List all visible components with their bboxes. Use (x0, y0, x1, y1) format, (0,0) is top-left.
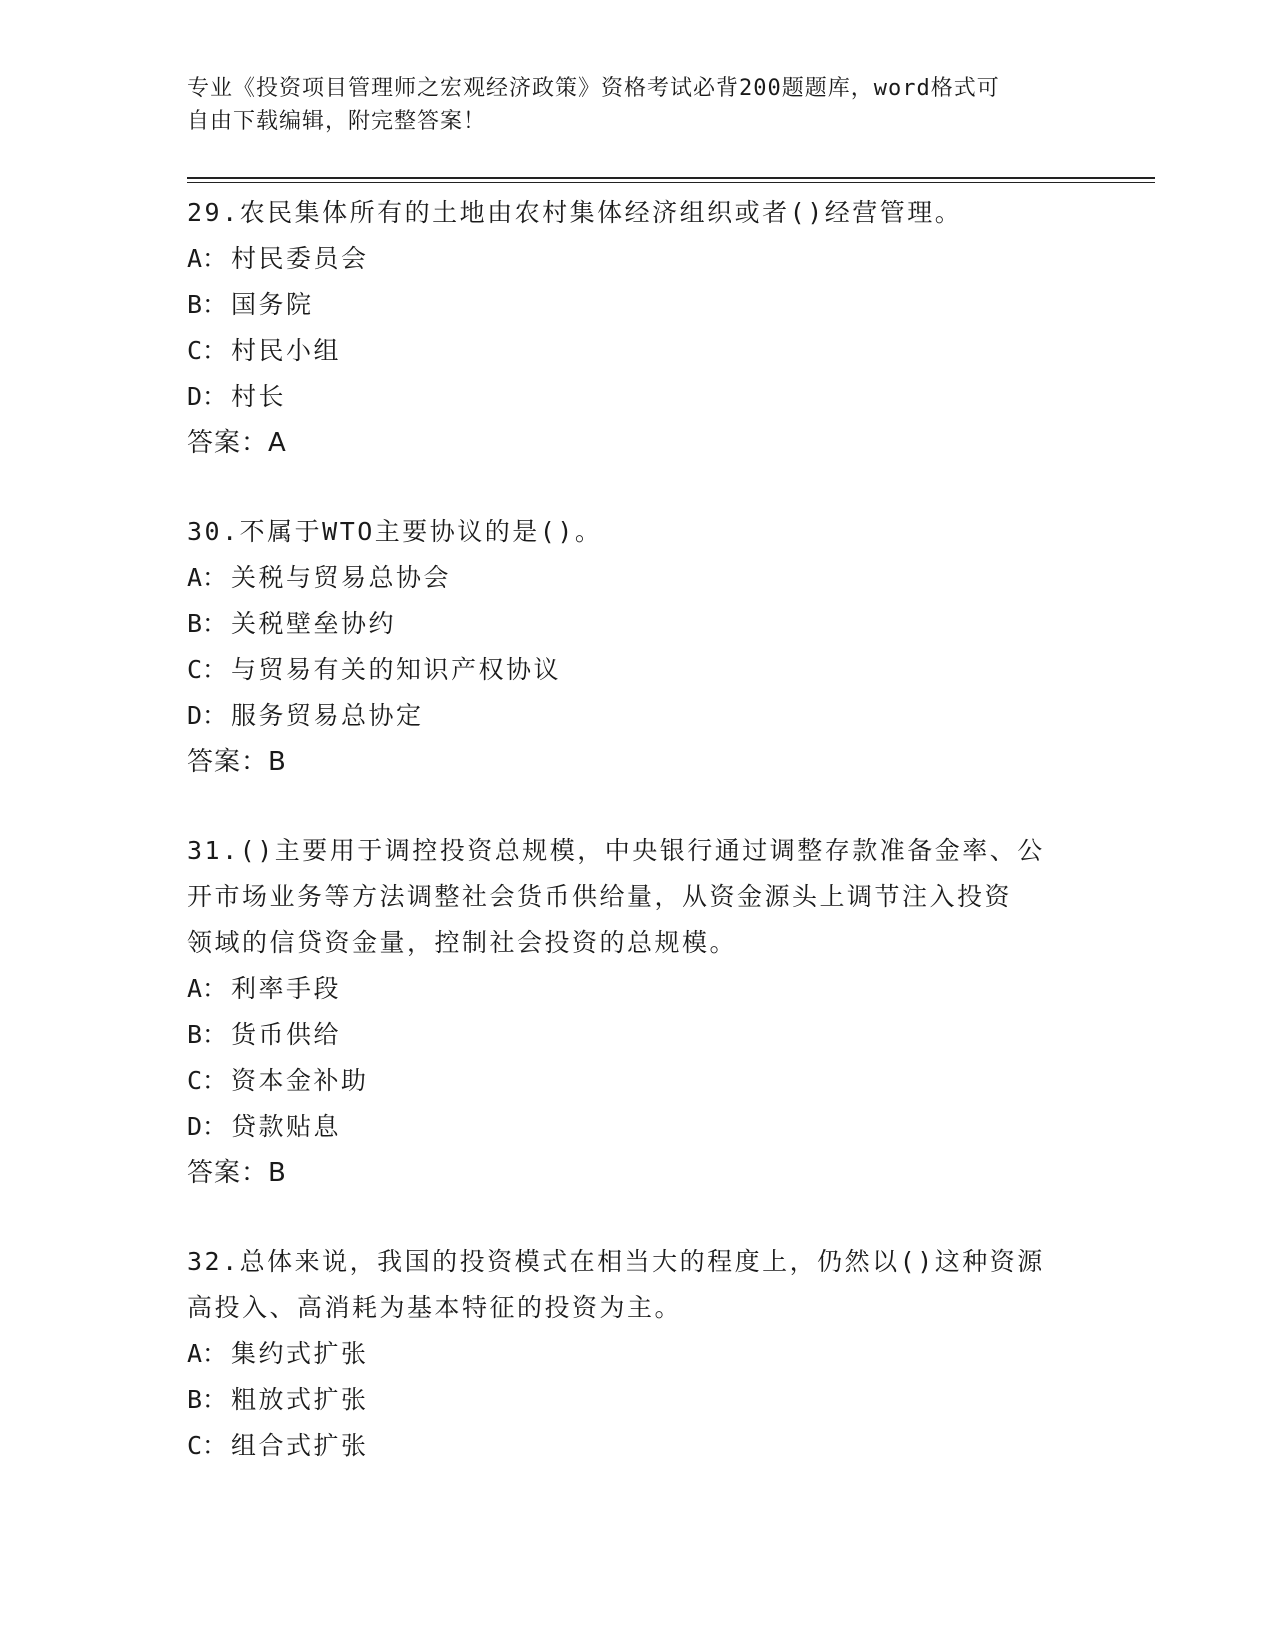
option-a (187, 966, 1087, 1012)
option-text: 货币供给 (231, 1020, 342, 1049)
answer-line: 答案：B (187, 747, 287, 777)
header-divider (187, 177, 1155, 183)
option-a (187, 1331, 1087, 1377)
option-key: B： (187, 290, 228, 319)
document-header (187, 72, 1067, 138)
question-stem (187, 190, 1087, 236)
option-a (187, 236, 1087, 282)
question-31 (187, 828, 1087, 1196)
option-d (187, 374, 1087, 420)
option-key: B： (187, 1385, 228, 1414)
stem-line: 32.总体来说，我国的投资模式在相当大的程度上，仍然以()这种资源 (187, 1247, 1045, 1276)
option-text: 村长 (231, 382, 287, 411)
header-line-2: 自由下载编辑，附完整答案！ (187, 109, 487, 134)
option-key: A： (187, 563, 228, 592)
stem-line: 29.农民集体所有的土地由农村集体经济组织或者()经营管理。 (187, 198, 963, 227)
option-a (187, 555, 1087, 601)
stem-line: 开市场业务等方法调整社会货币供给量，从资金源头上调节注入投资 (187, 882, 1013, 911)
stem-line: 31.()主要用于调控投资总规模，中央银行通过调整存款准备金率、公 (187, 836, 1045, 865)
question-list (187, 190, 1087, 1512)
option-key: C： (187, 1066, 228, 1095)
option-text: 关税与贸易总协会 (231, 563, 452, 592)
option-text: 利率手段 (231, 974, 342, 1003)
stem-line: 领域的信贷资金量，控制社会投资的总规模。 (187, 928, 738, 957)
option-key: D： (187, 701, 228, 730)
answer-line: 答案：A (187, 428, 287, 458)
option-b (187, 601, 1087, 647)
option-key: C： (187, 655, 228, 684)
option-b (187, 1377, 1087, 1423)
option-c (187, 647, 1087, 693)
option-text: 服务贸易总协定 (231, 701, 424, 730)
option-text: 村民委员会 (231, 244, 369, 273)
question-32 (187, 1239, 1087, 1469)
option-b (187, 1012, 1087, 1058)
option-key: D： (187, 382, 228, 411)
option-text: 关税壁垒协约 (231, 609, 397, 638)
answer-line: 答案：B (187, 1158, 287, 1188)
option-d (187, 1104, 1087, 1150)
option-key: A： (187, 1339, 228, 1368)
option-key: A： (187, 244, 228, 273)
option-text: 村民小组 (231, 336, 342, 365)
option-text: 贷款贴息 (231, 1112, 342, 1141)
option-c (187, 328, 1087, 374)
option-key: B： (187, 609, 228, 638)
question-stem (187, 1239, 1087, 1331)
question-30 (187, 509, 1087, 785)
header-line-1: 专业《投资项目管理师之宏观经济政策》资格考试必背200题题库，word格式可 (187, 76, 1000, 101)
stem-line: 30.不属于WTO主要协议的是()。 (187, 517, 603, 546)
option-key: A： (187, 974, 228, 1003)
option-c (187, 1423, 1087, 1469)
question-29 (187, 190, 1087, 466)
option-text: 组合式扩张 (231, 1431, 369, 1460)
option-key: D： (187, 1112, 228, 1141)
stem-line: 高投入、高消耗为基本特征的投资为主。 (187, 1293, 683, 1322)
option-text: 粗放式扩张 (231, 1385, 369, 1414)
question-stem (187, 828, 1087, 966)
option-text: 集约式扩张 (231, 1339, 369, 1368)
option-text: 资本金补助 (231, 1066, 369, 1095)
option-text: 与贸易有关的知识产权协议 (231, 655, 562, 684)
option-key: B： (187, 1020, 228, 1049)
option-c (187, 1058, 1087, 1104)
question-stem (187, 509, 1087, 555)
option-text: 国务院 (231, 290, 314, 319)
option-key: C： (187, 336, 228, 365)
option-d (187, 693, 1087, 739)
option-b (187, 282, 1087, 328)
option-key: C： (187, 1431, 228, 1460)
